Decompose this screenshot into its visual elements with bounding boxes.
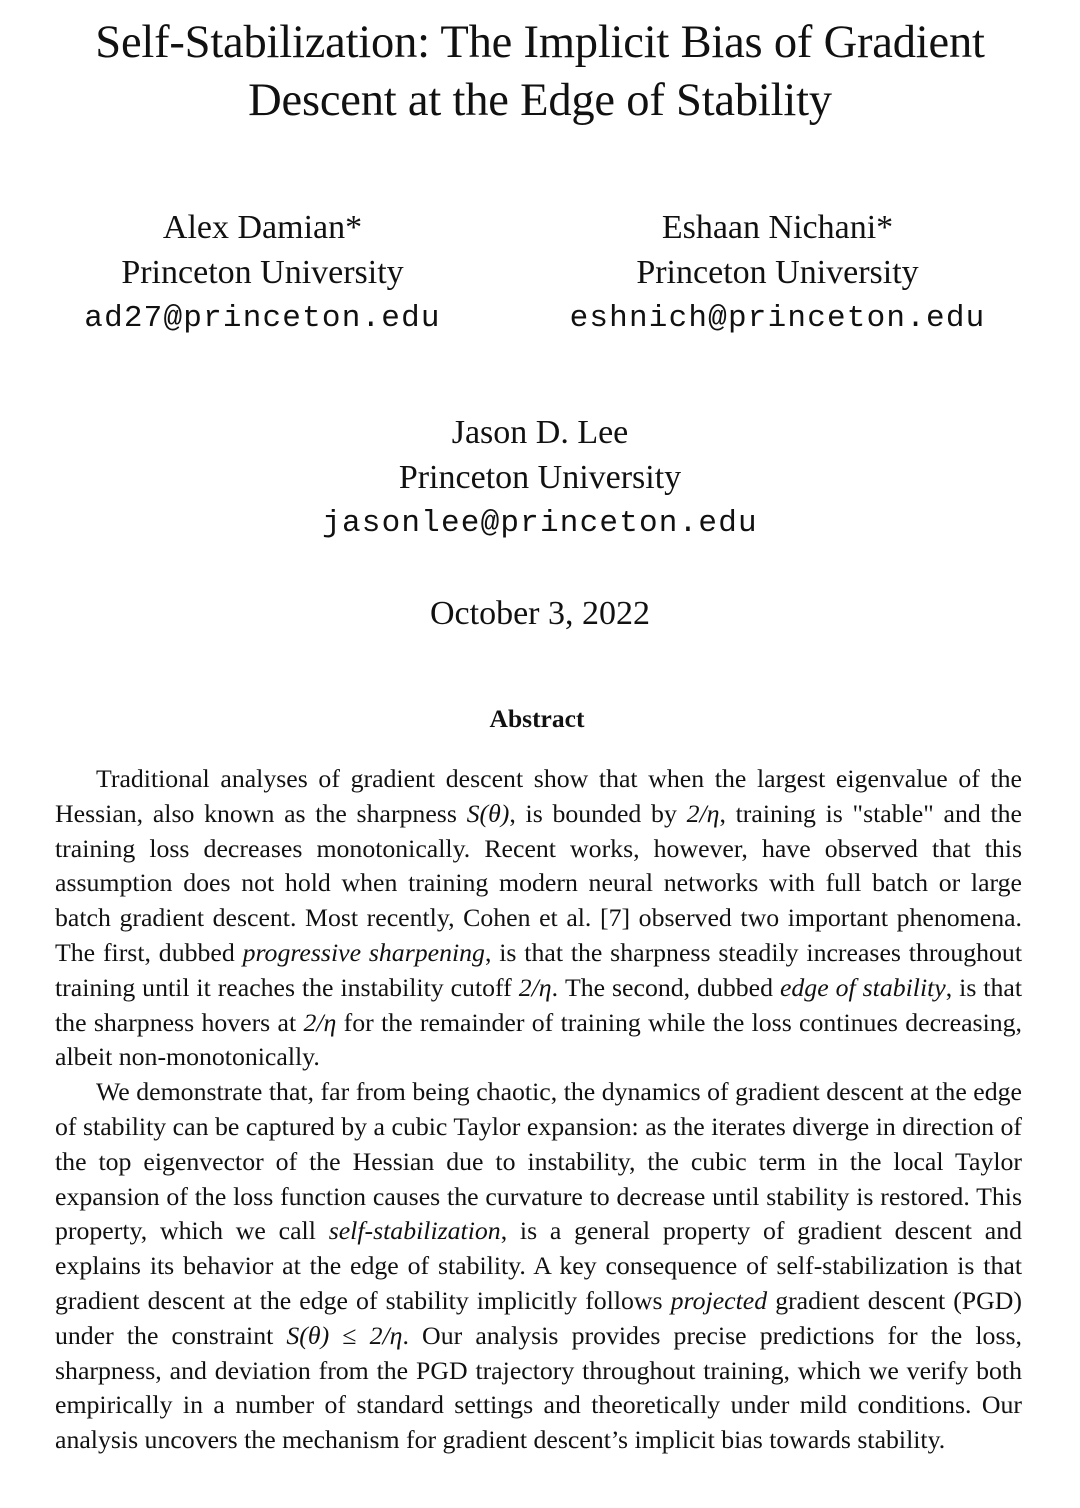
abstract-text: . Our analysis provides precise predictions for the loss, sharpness, and deviation from the PGD trajectory throughout training, which we verify both empirically in a number of standard settings and theoretically under mild conditions. Our analysis uncovers the mechanism for gradient descent’s implicit bias towards stability. — [55, 1320, 1022, 1455]
abstract-text: , is that the sharpness steadily increases throughout training until it reaches the instability cutoff — [55, 937, 1022, 1002]
author-email: jasonlee@princeton.edu — [322, 506, 758, 541]
paper-date: October 3, 2022 — [429, 595, 650, 632]
title-line-1: Self-Stabilization: The Implicit Bias of Gradient — [95, 17, 985, 68]
math-constraint: S(θ) ≤ 2/η — [286, 1320, 403, 1350]
abstract-text: , is that the sharpness hovers at — [55, 972, 1022, 1037]
author-name: Jason D. Lee — [451, 414, 629, 451]
author-email: eshnich@princeton.edu — [569, 301, 986, 336]
abstract-text: Traditional analyses of gradient descent show that when the largest eigenvalue of the Hessian, also known as the sharpness — [55, 764, 1022, 828]
abstract-paragraph-2 — [55, 1075, 1022, 1458]
abstract-text: , is bounded by — [509, 798, 687, 828]
abstract-text: gradient descent (PGD) under the constraint — [55, 1285, 1022, 1350]
abstract-text: . The second, dubbed — [551, 972, 780, 1002]
author-email: ad27@princeton.edu — [84, 301, 441, 336]
emphasis-projected: projected — [670, 1285, 768, 1315]
emphasis-edge-of-stability: edge of stability — [779, 972, 946, 1002]
abstract-paragraph-1 — [55, 762, 1022, 1075]
author-block-nichani — [535, 205, 1020, 342]
author-name: Eshaan Nichani* — [661, 209, 894, 246]
author-name: Alex Damian* — [162, 209, 363, 246]
abstract-text: , is a general property of gradient descent and explains its behavior at the edge of stability. A key consequence of self-stabilization is that gradient descent at the edge of stability implicitly follows — [55, 1216, 1023, 1315]
abstract-body — [55, 762, 1022, 1458]
emphasis-self-stabilization: self-stabilization — [328, 1216, 501, 1246]
author-affiliation: Princeton University — [121, 254, 404, 291]
math-cutoff: 2/η — [518, 972, 552, 1002]
abstract-text: for the remainder of training while the loss continues decreasing, albeit non-monotonically. — [55, 1007, 1022, 1072]
abstract-text: We demonstrate that, far from being chaotic, the dynamics of gradient descent at the edge of stability can be captured by a cubic Taylor expansion: as the iterates diverge in direction of the top eigenvector of the Hessian due to instability, the cubic term in the local Taylor expansion of the loss function causes the curvature to decrease until stability is restored. This property, which we call — [55, 1077, 1022, 1246]
author-affiliation: Princeton University — [398, 459, 682, 496]
paper-title — [0, 14, 1080, 130]
author-block-lee — [240, 410, 840, 547]
author-block-damian — [40, 205, 485, 342]
math-sharpness: S(θ) — [466, 798, 510, 828]
abstract-text: , training is "stable" and the training loss decreases monotonically. Recent works, however, have observed that this assumption does not hold when training modern neural networks with full batch or large batch gradient descent. Most recently, Cohen et al. [7] observed two important phenomena. The first, dubbed — [55, 798, 1022, 967]
title-line-2: Descent at the Edge of Stability — [248, 75, 832, 126]
emphasis-progressive-sharpening: progressive sharpening — [242, 937, 485, 967]
author-affiliation: Princeton University — [636, 254, 919, 291]
abstract-heading: Abstract — [489, 704, 585, 733]
math-cutoff: 2/η — [303, 1007, 337, 1037]
math-cutoff: 2/η — [686, 798, 720, 828]
